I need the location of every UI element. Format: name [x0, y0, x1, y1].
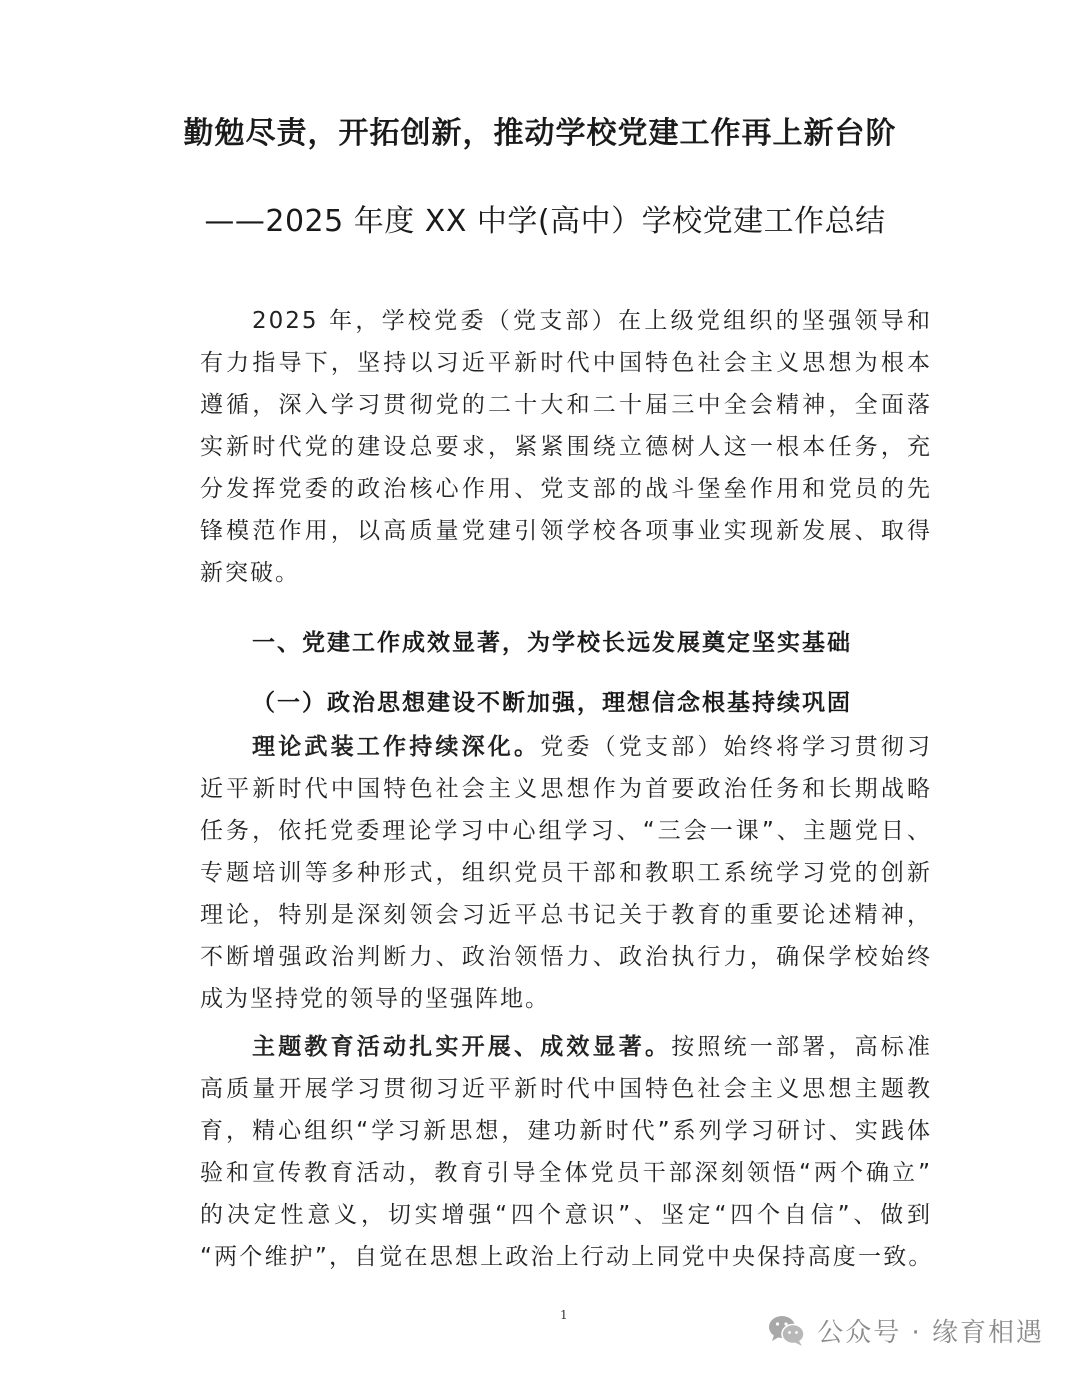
watermark-text: 公众号 · 缘育相遇: [817, 1318, 1044, 1348]
paragraph-text: 按照统一部署，高标准: [671, 1034, 933, 1060]
paragraph-line: “两个维护”，自觉在思想上政治上行动上同党中央保持高度一致。: [200, 1244, 932, 1270]
paragraph-line: 验和宣传教育活动，教育引导全体党员干部深刻领悟“两个确立”: [200, 1160, 932, 1186]
watermark: [767, 1312, 1044, 1349]
paragraph-lead: 主题教育活动扎实开展、成效显著。: [252, 1034, 672, 1060]
paragraph-text: 党委（党支部）始终将学习贯彻习: [540, 734, 933, 760]
paragraph-first-line: [200, 726, 932, 768]
paragraph-line: 专题培训等多种形式，组织党员干部和教职工系统学习党的创新: [200, 860, 932, 886]
paragraph-line: 不断增强政治判断力、政治领悟力、政治执行力，确保学校始终: [200, 944, 932, 970]
document-title: 勤勉尽责，开拓创新，推动学校党建工作再上新台阶: [183, 116, 897, 151]
wechat-icon: [767, 1314, 807, 1348]
intro-line: 新突破。: [200, 560, 300, 586]
paragraph-line: 育，精心组织“学习新思想，建功新时代”系列学习研讨、实践体: [200, 1118, 932, 1144]
page-number: 1: [560, 1308, 568, 1322]
intro-line: 有力指导下，坚持以习近平新时代中国特色社会主义思想为根本: [200, 350, 932, 376]
intro-line: 锋模范作用，以高质量党建引领学校各项事业实现新发展、取得: [200, 518, 932, 544]
intro-line: 实新时代党的建设总要求，紧紧围绕立德树人这一根本任务，充: [200, 434, 932, 460]
paragraph-line: 近平新时代中国特色社会主义思想作为首要政治任务和长期战略: [200, 776, 932, 802]
paragraph-line: 的决定性意义，切实增强“四个意识”、坚定“四个自信”、做到: [200, 1202, 932, 1228]
paragraph-line: 理论，特别是深刻领会习近平总书记关于教育的重要论述精神，: [200, 902, 932, 928]
subsection-heading: （一）政治思想建设不断加强，理想信念根基持续巩固: [252, 690, 852, 716]
intro-line: 分发挥党委的政治核心作用、党支部的战斗堡垒作用和党员的先: [200, 476, 932, 502]
section-heading: 一、党建工作成效显著，为学校长远发展奠定坚实基础: [252, 630, 852, 656]
intro-line: 2025 年，学校党委（党支部）在上级党组织的坚强领导和: [252, 308, 932, 334]
paragraph-line: 任务，依托党委理论学习中心组学习、“三会一课”、主题党日、: [200, 818, 932, 844]
paragraph-line: 成为坚持党的领导的坚强阵地。: [200, 986, 550, 1012]
intro-line: 遵循，深入学习贯彻党的二十大和二十届三中全会精神，全面落: [200, 392, 932, 418]
paragraph-first-line: [200, 1026, 932, 1068]
paragraph-lead: 理论武装工作持续深化。: [252, 734, 541, 760]
paragraph-line: 高质量开展学习贯彻习近平新时代中国特色社会主义思想主题教: [200, 1076, 932, 1102]
document-subtitle: ——2025 年度 XX 中学(高中）学校党建工作总结: [204, 204, 886, 239]
